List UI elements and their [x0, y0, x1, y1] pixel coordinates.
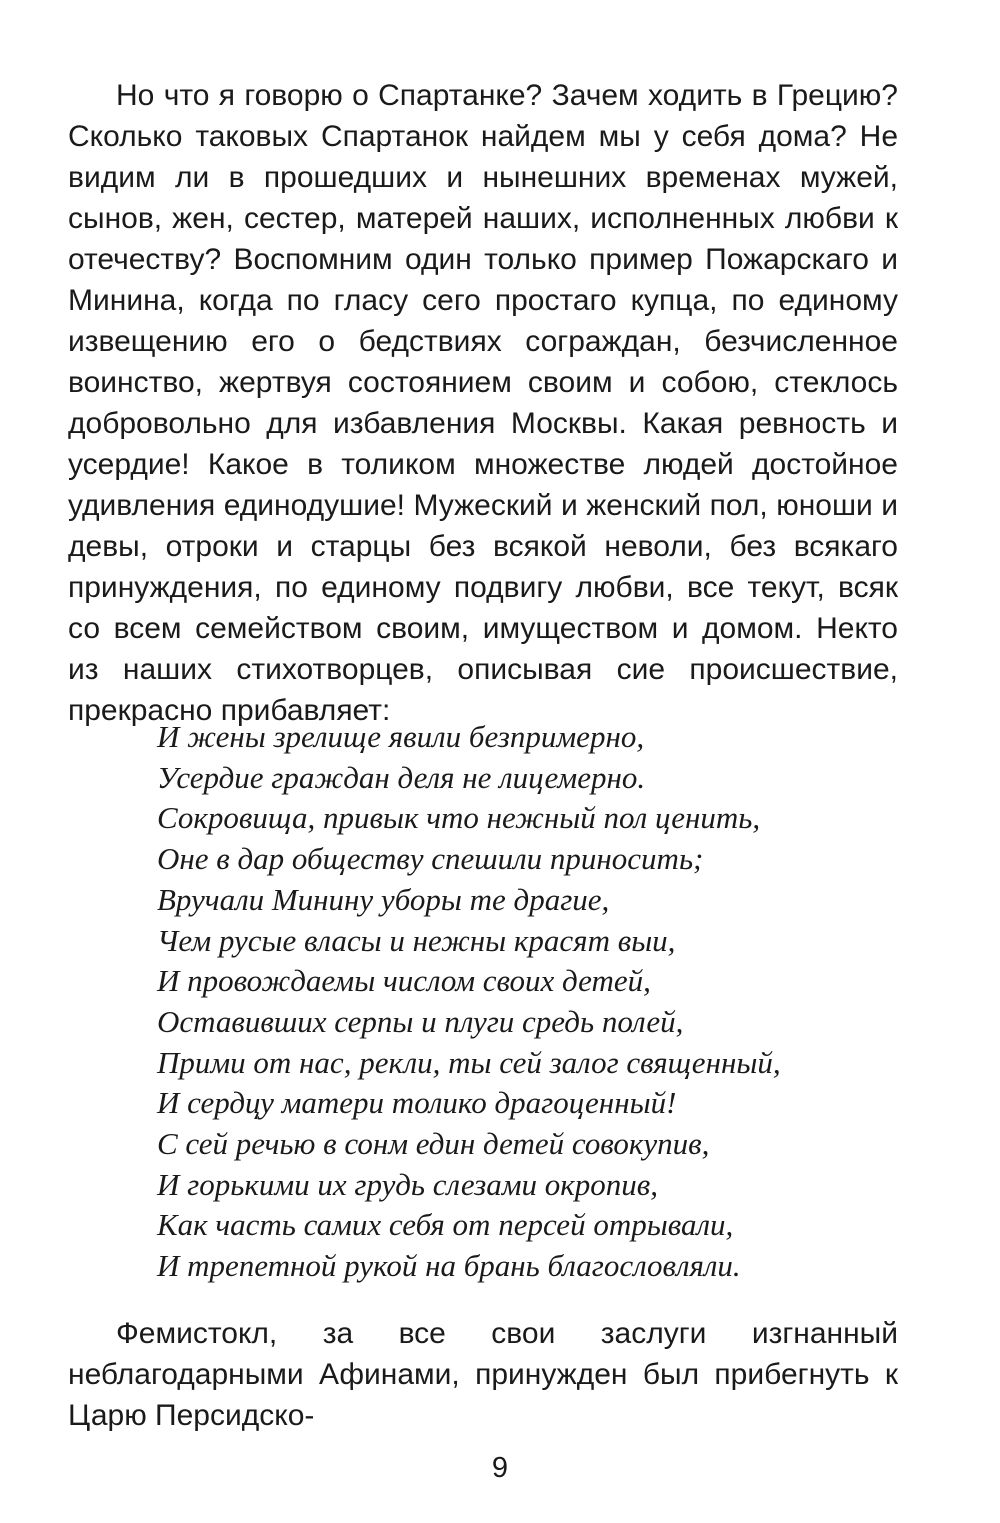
- poem-line: С сей речью в сонм един детей совокупив,: [157, 1126, 710, 1162]
- poem-line: И жены зрелище явили безпримерно,: [157, 719, 645, 754]
- poem-quote: [157, 717, 877, 1287]
- text-block-top: [68, 75, 898, 731]
- poem-line: И сердцу матери толико драгоценный!: [157, 1085, 677, 1121]
- poem-line: Как часть самих себя от персей отрывали,: [157, 1207, 734, 1243]
- poem-line: Чем русые власы и нежны красят выи,: [157, 922, 676, 958]
- poem-line: И провождаемы числом своих детей,: [157, 963, 651, 999]
- poem-line: Сокровища, привык что нежный пол ценить,: [157, 800, 761, 836]
- poem-line: Прими от нас, рекли, ты сей залог священный,: [157, 1044, 781, 1080]
- poem-line: Оставивших серпы и плуги средь полей,: [157, 1003, 684, 1039]
- poem-line: Вручали Минину уборы те драгие,: [157, 881, 610, 917]
- paragraph-spartan-women: Но что я говорю о Спартанке? Зачем ходить в Грецию? Сколько таковых Спартанок найдем мы у себя дома? Не видим ли в прошедших и нынешних временах мужей, сынов, жен, сестер, матерей наших, исполненных любви к отечеству? Воспомним один только пример Пожарскаго и Минина, когда по гласу сего простаго купца, по единому извещению его о бедствиях сограждан, безчисленное воинство, жертвуя состоянием своим и собою, стеклось добровольно для избавления Москвы. Какая ревность и усердие! Какое в толиком множестве людей достойное удивления единодушие! Мужеский и женский пол, юноши и девы, отроки и старцы без всякой неволи, без всякаго принуждения, по единому подвигу любви, все текут, всяк со всем семейством своим, имуществом и домом. Некто из наших стихотворцев, описывая сие происшествие, прекрасно прибавляет:: [68, 79, 898, 727]
- poem-line: Усердие граждан деля не лицемерно.: [157, 759, 646, 795]
- paragraph-themistocles: Фемистокл, за все свои заслуги изгнанный неблагодарными Афинами, принужден был прибегнуть к Царю Персидско-: [68, 1317, 898, 1432]
- page-number: 9: [491, 1452, 509, 1484]
- poem-line: Оне в дар обществу спешили приносить;: [157, 841, 704, 877]
- poem-line: И горькими их грудь слезами окропив,: [157, 1166, 659, 1202]
- poem-line: И трепетной рукой на брань благословляли.: [157, 1248, 741, 1284]
- text-block-bottom: [68, 1313, 898, 1436]
